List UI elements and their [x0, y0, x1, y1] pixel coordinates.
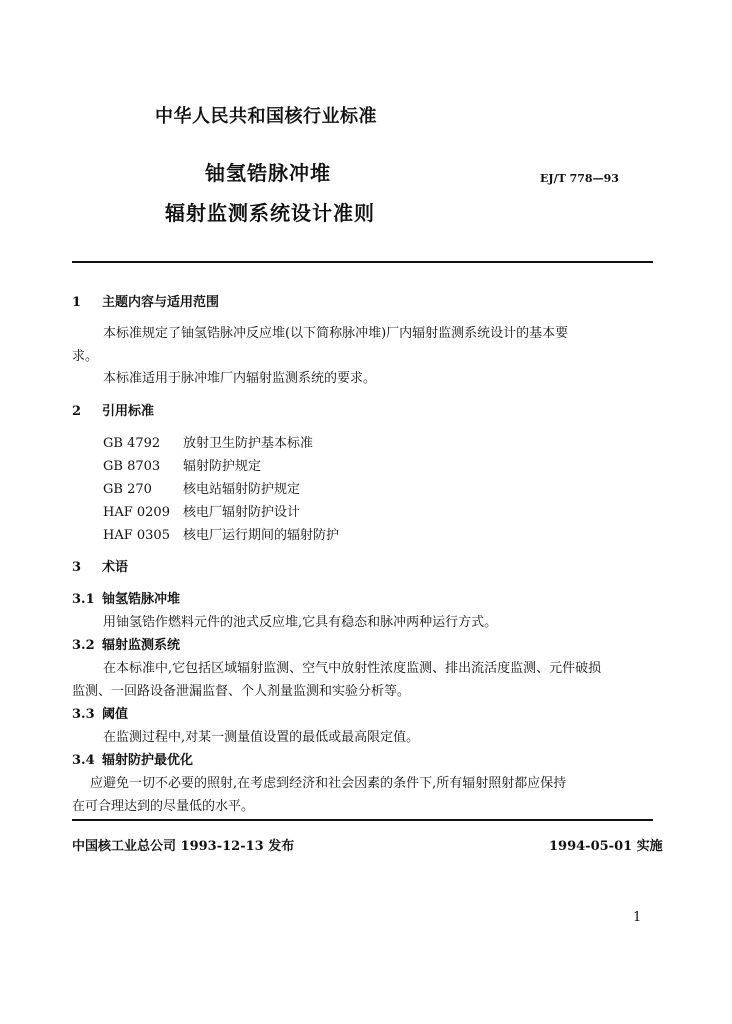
reference-code: GB 8703 [103, 459, 161, 474]
reference-title: 核电厂运行期间的辐射防护 [183, 528, 340, 543]
footer-divider [72, 819, 653, 821]
document-title-line2: 辐射监测系统设计准则 [165, 201, 375, 225]
section-title: 主题内容与适用范围 [102, 295, 220, 310]
section-title: 引用标准 [102, 404, 155, 419]
section-3-heading [72, 556, 128, 575]
term-number: 3.4 [72, 753, 95, 768]
reference-title: 核电厂辐射防护设计 [183, 505, 301, 520]
term-3-2-heading [72, 634, 180, 653]
term-3-4-heading [72, 749, 193, 768]
section-1-para2: 本标准适用于脉冲堆厂内辐射监测系统的要求。 [103, 371, 377, 386]
term-3-1-heading [72, 588, 180, 607]
section-number: 1 [72, 295, 82, 310]
section-number: 2 [72, 404, 82, 419]
standard-category: 中华人民共和国核行业标准 [155, 106, 377, 127]
reference-item [103, 455, 261, 474]
term-title: 辐射防护最优化 [102, 753, 194, 768]
page-number: 1 [633, 910, 642, 925]
term-3-4-definition-line1: 应避免一切不必要的照射,在考虑到经济和社会因素的条件下,所有辐射照射都应保持 [90, 776, 567, 791]
section-1-para1-line2: 求。 [72, 349, 99, 364]
term-3-2-definition-line1: 在本标准中,它包括区域辐射监测、空气中放射性浓度监测、排出流活度监测、元件破损 [103, 661, 602, 676]
term-title: 辐射监测系统 [102, 638, 181, 653]
reference-title: 放射卫生防护基本标准 [183, 436, 314, 451]
section-title: 术语 [102, 560, 129, 575]
header-divider [72, 261, 653, 263]
reference-code: GB 4792 [103, 436, 161, 451]
effective-date: 1994-05-01 实施 [549, 839, 663, 854]
term-3-4-definition-line2: 在可合理达到的尽量低的水平。 [72, 799, 255, 814]
term-3-2-definition-line2: 监测、一回路设备泄漏监督、个人剂量监测和实验分析等。 [72, 684, 411, 699]
standard-code: EJ/T 778—93 [540, 172, 619, 185]
section-1-para1-line1: 本标准规定了铀氢锆脉冲反应堆(以下简称脉冲堆)厂内辐射监测系统设计的基本要 [103, 326, 569, 341]
section-2-heading [72, 400, 154, 419]
term-3-3-heading [72, 703, 128, 722]
term-number: 3.1 [72, 592, 95, 607]
issue-info: 中国核工业总公司 1993-12-13 发布 [72, 839, 295, 854]
reference-code: HAF 0209 [103, 505, 170, 520]
term-title: 阈值 [102, 707, 129, 722]
reference-title: 核电站辐射防护规定 [183, 482, 301, 497]
reference-item [103, 432, 313, 451]
document-title-line1: 铀氢锆脉冲堆 [205, 161, 331, 185]
term-3-3-definition: 在监测过程中,对某一测量值设置的最低或最高限定值。 [103, 730, 420, 745]
reference-code: HAF 0305 [103, 528, 170, 543]
reference-item [103, 478, 300, 497]
term-title: 铀氢锆脉冲堆 [102, 592, 181, 607]
section-number: 3 [72, 560, 82, 575]
reference-item [103, 524, 339, 543]
term-number: 3.2 [72, 638, 95, 653]
reference-code: GB 270 [103, 482, 152, 497]
reference-item [103, 501, 300, 520]
term-3-1-definition: 用铀氢锆作燃料元件的池式反应堆,它具有稳态和脉冲两种运行方式。 [103, 615, 498, 630]
term-number: 3.3 [72, 707, 95, 722]
reference-title: 辐射防护规定 [183, 459, 262, 474]
section-1-heading [72, 291, 219, 310]
